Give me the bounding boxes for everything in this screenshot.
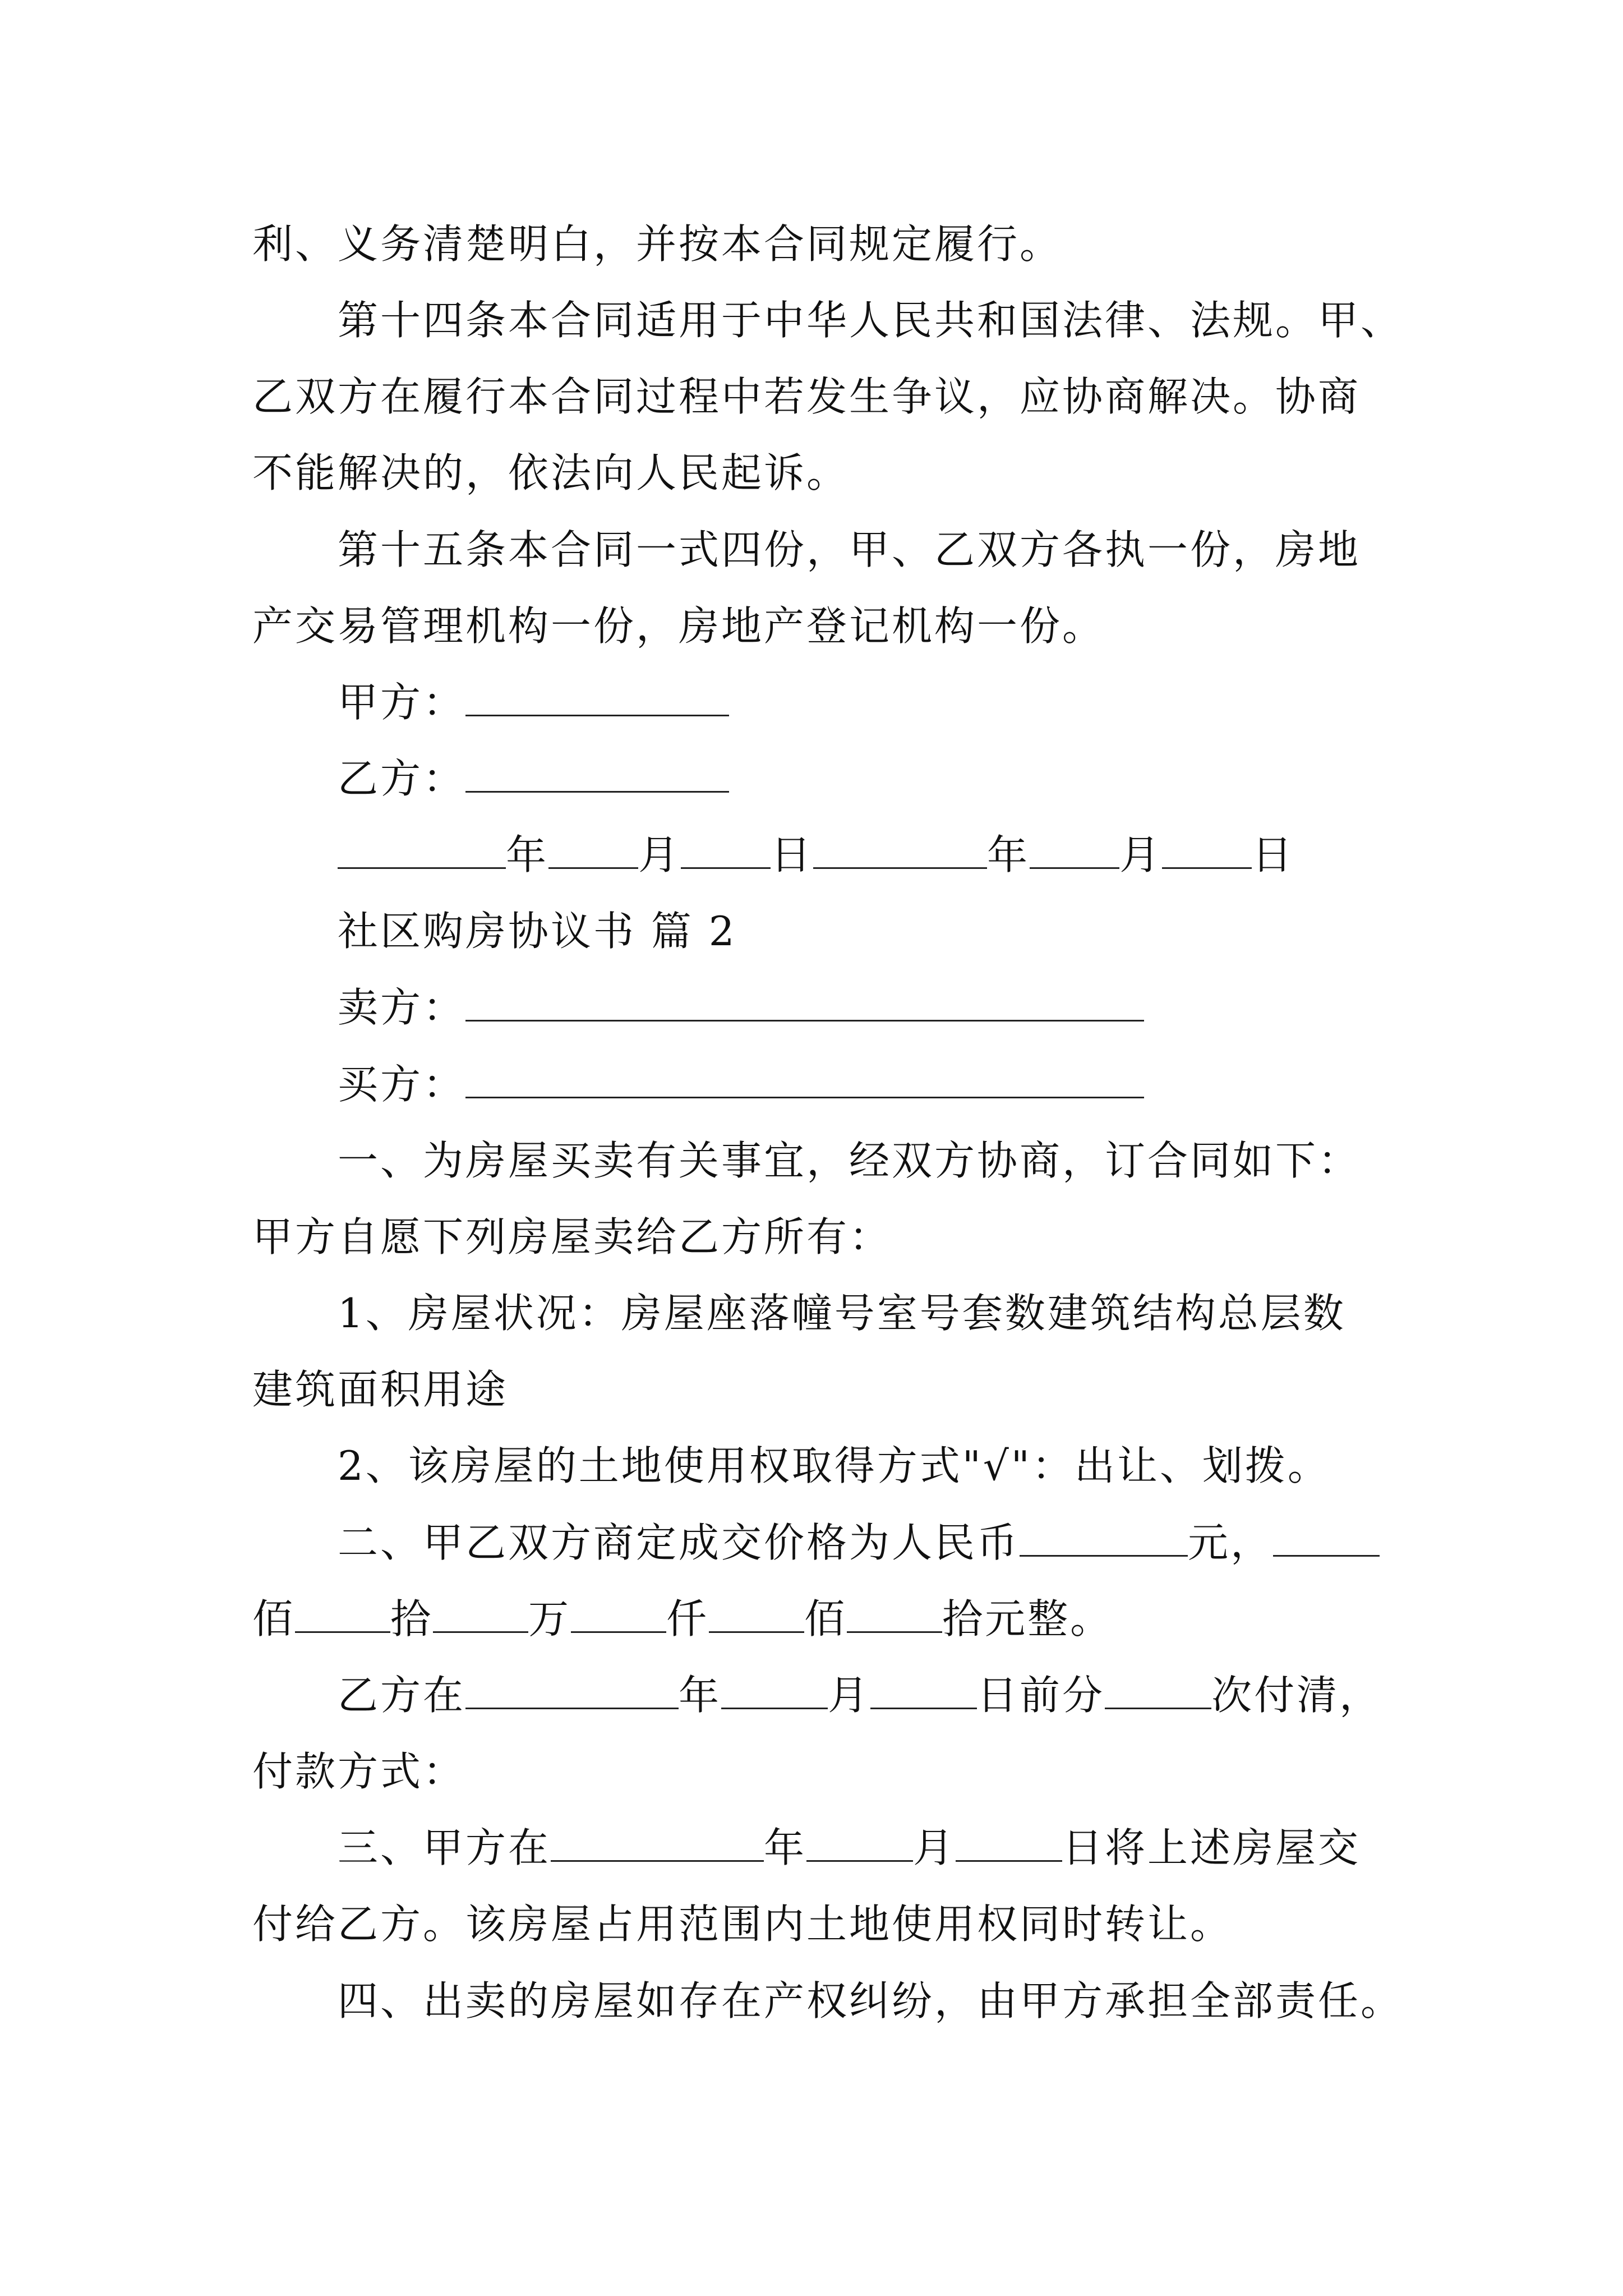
month-label: 月 — [1119, 831, 1163, 878]
year-label: 年 — [679, 1672, 722, 1719]
payment-row — [338, 1667, 1382, 1723]
price-blank[interactable] — [1273, 1521, 1380, 1557]
date-blank[interactable] — [813, 834, 987, 869]
paragraph-line: 第十五条本合同一式四份，甲、乙双方各执一份，房地 — [338, 526, 1361, 573]
amount-blank[interactable] — [295, 1598, 390, 1633]
buyer-label: 买方： — [338, 1061, 466, 1108]
paragraph-line: 不能解决的，依法向人民起诉。 — [252, 449, 850, 496]
seller-row — [338, 979, 1144, 1036]
price-row — [338, 1515, 1380, 1571]
date-blank[interactable] — [338, 834, 506, 869]
bai-text: 佰 — [804, 1595, 847, 1642]
delivery-blank[interactable] — [551, 1826, 764, 1862]
delivery-blank[interactable] — [806, 1826, 913, 1862]
bai-text: 佰 — [252, 1595, 296, 1642]
amount-end-text: 拾元整。 — [942, 1595, 1113, 1642]
payment-blank[interactable] — [870, 1674, 977, 1709]
price-words-row — [252, 1591, 1113, 1647]
party-b-label: 乙方： — [338, 755, 466, 802]
date-blank[interactable] — [548, 834, 638, 869]
clause-line: 建筑面积用途 — [252, 1366, 509, 1413]
clause-line: 四、出卖的房屋如存在产权纠纷，由甲方承担全部责任。 — [338, 1977, 1404, 2024]
amount-blank[interactable] — [709, 1598, 804, 1633]
year-label: 年 — [506, 831, 549, 878]
clause-line: 付给乙方。该房屋占用范围内土地使用权同时转让。 — [252, 1901, 1233, 1948]
wan-text: 万 — [528, 1595, 571, 1642]
payment-blank[interactable] — [1105, 1674, 1211, 1709]
payment-times-text: 次付清， — [1211, 1672, 1382, 1719]
paragraph-line: 利、义务清楚明白，并按本合同规定履行。 — [252, 220, 1063, 268]
month-label: 月 — [828, 1672, 871, 1719]
payment-day-text: 日前分 — [977, 1672, 1105, 1719]
date-blank[interactable] — [681, 834, 771, 869]
shi-text: 拾 — [390, 1595, 434, 1642]
amount-blank[interactable] — [847, 1598, 942, 1633]
delivery-day-text: 日将上述房屋交 — [1062, 1824, 1361, 1871]
date-row — [338, 827, 1294, 883]
date-blank[interactable] — [1162, 834, 1252, 869]
seller-blank[interactable] — [465, 986, 1144, 1022]
amount-blank[interactable] — [571, 1598, 666, 1633]
paragraph-line: 第十四条本合同适用于中华人民共和国法律、法规。甲、 — [338, 297, 1404, 344]
date-blank[interactable] — [1030, 834, 1119, 869]
amount-blank[interactable] — [433, 1598, 528, 1633]
payment-blank[interactable] — [721, 1674, 828, 1709]
clause-line: 2、该房屋的土地使用权取得方式"√"：出让、划拨。 — [338, 1442, 1330, 1489]
party-b-blank[interactable] — [465, 757, 729, 793]
day-label: 日 — [771, 831, 814, 878]
year-label: 年 — [764, 1824, 807, 1871]
clause-line: 甲方自愿下列房屋卖给乙方所有： — [252, 1213, 892, 1260]
delivery-text: 三、甲方在 — [338, 1824, 551, 1871]
clause-line: 一、为房屋买卖有关事宜，经双方协商，订合同如下： — [338, 1137, 1361, 1184]
seller-label: 卖方： — [338, 984, 466, 1031]
party-b-signature — [338, 751, 729, 807]
month-label: 月 — [638, 831, 681, 878]
payment-blank[interactable] — [465, 1674, 679, 1709]
buyer-blank[interactable] — [465, 1063, 1144, 1098]
price-text: 二、甲乙双方商定成交价格为人民币 — [338, 1519, 1020, 1566]
payment-text: 乙方在 — [338, 1672, 466, 1719]
buyer-row — [338, 1056, 1144, 1112]
day-label: 日 — [1252, 831, 1295, 878]
delivery-blank[interactable] — [956, 1826, 1062, 1862]
clause-line: 1、房屋状况：房屋座落幢号室号套数建筑结构总层数 — [338, 1290, 1346, 1337]
party-a-blank[interactable] — [465, 681, 729, 716]
paragraph-line: 产交易管理机构一份，房地产登记机构一份。 — [252, 602, 1105, 650]
price-blank[interactable] — [1020, 1521, 1188, 1557]
qian-text: 仟 — [666, 1595, 709, 1642]
section-title: 社区购房协议书 篇 2 — [338, 908, 737, 955]
party-a-label: 甲方： — [338, 679, 466, 726]
delivery-row — [338, 1820, 1361, 1876]
yuan-text: 元， — [1188, 1519, 1274, 1566]
payment-method: 付款方式： — [252, 1748, 466, 1795]
year-label: 年 — [987, 831, 1030, 878]
party-a-signature — [338, 674, 729, 730]
month-label: 月 — [913, 1824, 956, 1871]
paragraph-line: 乙双方在履行本合同过程中若发生争议，应协商解决。协商 — [252, 373, 1361, 420]
